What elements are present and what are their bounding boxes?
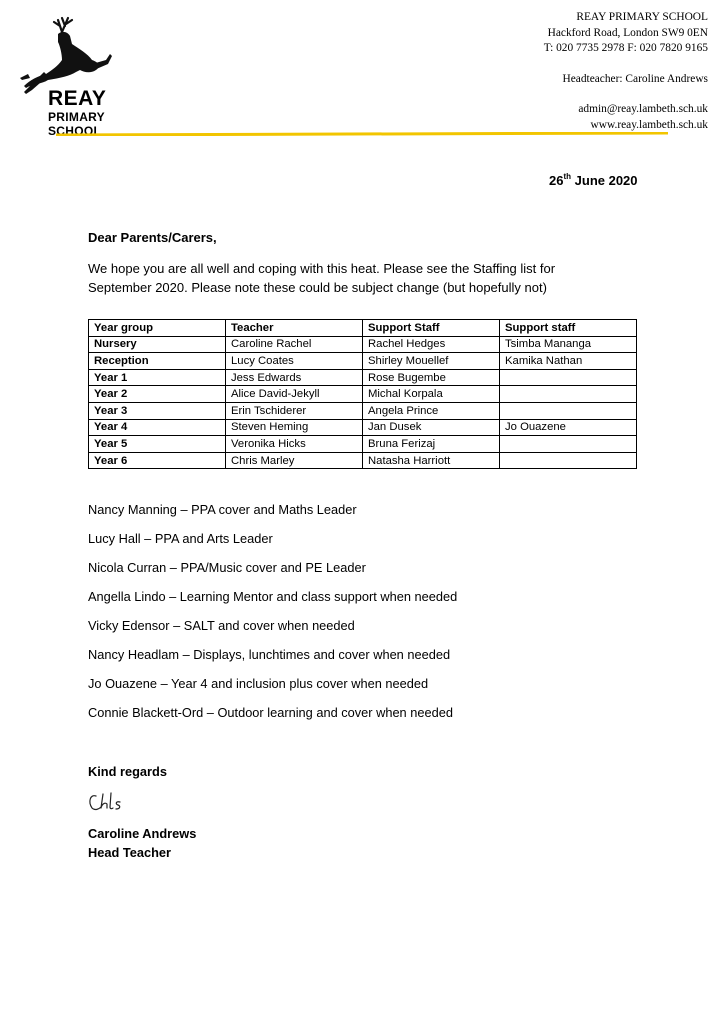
cell-support-2	[500, 386, 637, 403]
list-item: Nancy Headlam – Displays, lunchtimes and cover when needed	[88, 647, 451, 662]
cell-year-group: Reception	[89, 353, 226, 370]
letter-date	[549, 172, 638, 188]
school-address-block	[544, 10, 708, 133]
cell-year-group: Year 2	[89, 386, 226, 403]
table-header-row	[89, 320, 637, 337]
table-row	[89, 369, 637, 386]
additional-roles-list	[88, 502, 457, 734]
cell-teacher: Steven Heming	[226, 419, 363, 436]
school-website: www.reay.lambeth.sch.uk	[590, 118, 708, 131]
list-item: Nancy Manning – PPA cover and Maths Leader	[88, 502, 357, 517]
cell-teacher: Alice David-Jekyll	[226, 386, 363, 403]
list-item: Vicky Edensor – SALT and cover when needed	[88, 618, 355, 633]
cell-support-2: Kamika Nathan	[500, 353, 637, 370]
cell-support-2	[500, 402, 637, 419]
cell-support-2: Tsimba Mananga	[500, 336, 637, 353]
logo-line-3: SCHOOL	[48, 124, 102, 138]
list-item: Angella Lindo – Learning Mentor and class support when needed	[88, 589, 458, 604]
school-street: Hackford Road, London SW9 0EN	[547, 26, 708, 39]
signer-name: Caroline Andrews	[88, 826, 197, 841]
logo-line-2: PRIMARY	[48, 110, 105, 124]
cell-teacher: Lucy Coates	[226, 353, 363, 370]
cell-support-2	[500, 452, 637, 469]
signer-title: Head Teacher	[88, 845, 171, 860]
table-row	[89, 353, 637, 370]
table-row	[89, 336, 637, 353]
table-row	[89, 419, 637, 436]
cell-teacher: Erin Tschiderer	[226, 402, 363, 419]
cell-support-1: Jan Dusek	[363, 419, 500, 436]
cell-teacher: Veronika Hicks	[226, 436, 363, 453]
date-day: 26	[549, 173, 564, 188]
cell-teacher: Jess Edwards	[226, 369, 363, 386]
salutation: Dear Parents/Carers,	[88, 230, 217, 245]
date-suffix: th	[563, 172, 572, 181]
cell-support-1: Michal Korpala	[363, 386, 500, 403]
cell-teacher: Chris Marley	[226, 452, 363, 469]
staffing-table	[88, 319, 637, 469]
cell-support-1: Shirley Mouellef	[363, 353, 500, 370]
header-support-staff-2: Support staff	[500, 320, 637, 337]
cell-year-group: Year 4	[89, 419, 226, 436]
cell-year-group: Nursery	[89, 336, 226, 353]
list-item: Jo Ouazene – Year 4 and inclusion plus cover when needed	[88, 676, 429, 691]
closing-regards: Kind regards	[88, 764, 167, 779]
header-support-staff-1: Support Staff	[363, 320, 500, 337]
cell-year-group: Year 1	[89, 369, 226, 386]
intro-paragraph: We hope you are all well and coping with this heat. Please see the Staffing list for September 2020. Please note these could be subject change (but hopefully not)	[88, 261, 556, 295]
letterhead-rule	[56, 132, 668, 136]
list-item: Lucy Hall – PPA and Arts Leader	[88, 531, 273, 546]
list-item: Nicola Curran – PPA/Music cover and PE Leader	[88, 560, 366, 575]
cell-teacher: Caroline Rachel	[226, 336, 363, 353]
cell-year-group: Year 6	[89, 452, 226, 469]
cell-support-1: Rachel Hedges	[363, 336, 500, 353]
cell-support-1: Rose Bugembe	[363, 369, 500, 386]
headteacher-line: Headteacher: Caroline Andrews	[562, 72, 708, 85]
header-year-group: Year group	[89, 320, 226, 337]
cell-year-group: Year 3	[89, 402, 226, 419]
cell-support-1: Natasha Harriott	[363, 452, 500, 469]
school-phone-fax: T: 020 7735 2978 F: 020 7820 9165	[543, 42, 708, 54]
cell-support-2	[500, 369, 637, 386]
cell-support-1: Angela Prince	[363, 402, 500, 419]
leaping-stag-icon	[18, 14, 118, 94]
table-row	[89, 386, 637, 403]
table-row	[89, 402, 637, 419]
logo-wordmark	[48, 88, 106, 137]
cell-year-group: Year 5	[89, 436, 226, 453]
list-item: Connie Blackett-Ord – Outdoor learning and cover when needed	[88, 705, 453, 720]
cell-support-2	[500, 436, 637, 453]
table-row	[89, 436, 637, 453]
header-teacher: Teacher	[226, 320, 363, 337]
school-email: admin@reay.lambeth.sch.uk	[578, 103, 708, 115]
school-name: REAY PRIMARY SCHOOL	[576, 11, 708, 23]
logo-line-1: REAY	[48, 87, 107, 110]
cell-support-2: Jo Ouazene	[500, 419, 637, 436]
signer-block	[88, 824, 196, 862]
school-logo	[18, 14, 118, 138]
date-rest: June 2020	[571, 173, 638, 188]
handwritten-signature	[86, 790, 126, 812]
cell-support-1: Bruna Ferizaj	[363, 436, 500, 453]
table-row	[89, 452, 637, 469]
